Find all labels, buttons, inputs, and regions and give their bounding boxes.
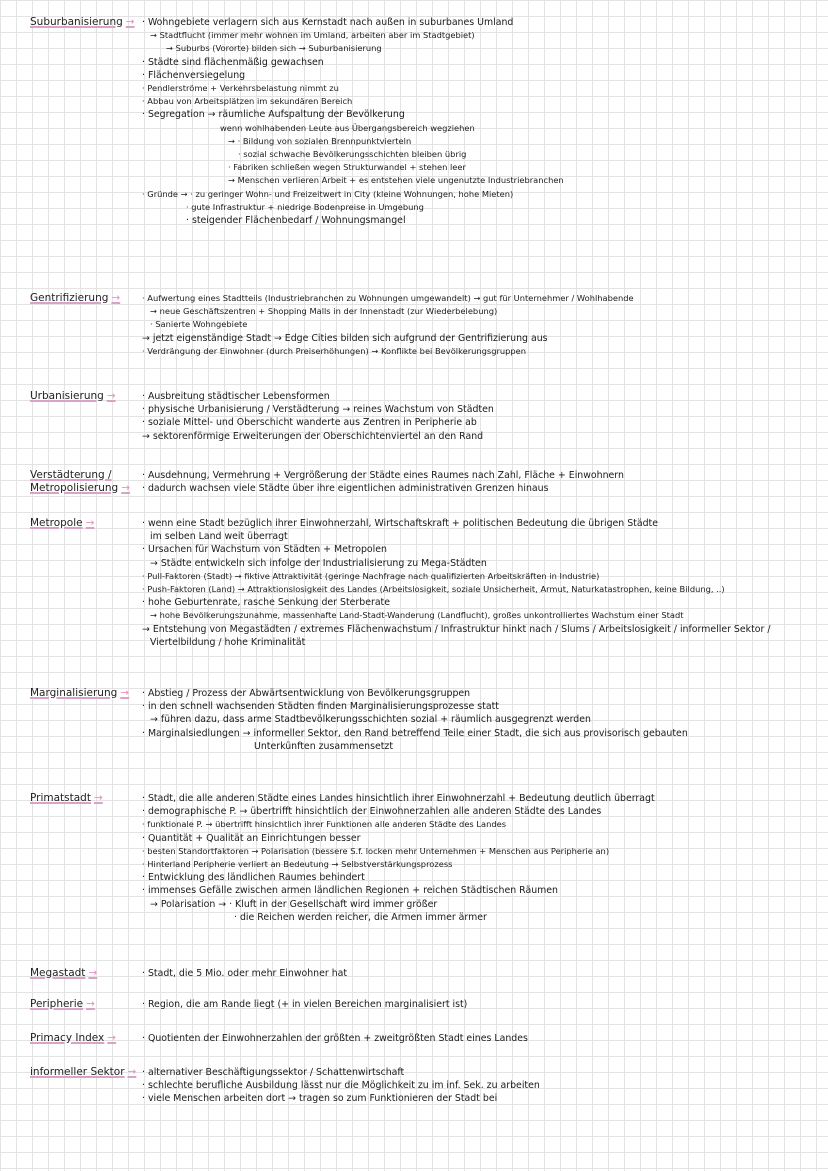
note-line: · Gründe → · zu geringer Wohn- und Freizeitwert in City (kleine Wohnungen, hohe Mieten): [142, 188, 514, 199]
term-label: Marginalisierung →: [30, 687, 130, 699]
section-body: [142, 967, 814, 980]
section-body: [142, 517, 814, 649]
term-label: Primatstadt →: [30, 792, 103, 804]
note-line: · demographische P. → übertrifft hinsichtlich der Einwohnerzahlen alle anderen Städte des Landes: [142, 806, 602, 818]
note-line: · Stadt, die 5 Mio. oder mehr Einwohner hat: [142, 968, 348, 979]
term-label: Suburbanisierung →: [30, 16, 135, 28]
note-line: · Segregation → räumliche Aufspaltung der Bevölkerung: [142, 109, 405, 121]
term-label: Primacy Index →: [30, 1032, 117, 1044]
note-line: · Wohngebiete verlagern sich aus Kernstadt nach außen in suburbanes Umland: [142, 17, 514, 28]
section-body: [142, 792, 814, 924]
term-label: Gentrifizierung →: [30, 292, 121, 304]
note-line: · Region, die am Rande liegt (+ in vielen Bereichen marginalisiert ist): [142, 999, 468, 1010]
note-line: → jetzt eigenständige Stadt → Edge Cities bilden sich aufgrund der Gentrifizierung aus: [142, 332, 548, 344]
note-line: · Ausbreitung städtischer Lebensformen: [142, 391, 330, 402]
note-line: Unterkünften zusammensetzt: [254, 740, 394, 752]
note-line: · Push-Faktoren (Land) → Attraktionslosigkeit des Landes (Arbeitslosigkeit, soziale Unsicherheit, Armut, Naturkatastrophen, keine Bildung, ..): [142, 584, 725, 595]
note-line: · in den schnell wachsenden Städten finden Marginalisierungsprozesse statt: [142, 701, 499, 713]
note-line: → führen dazu, dass arme Stadtbevölkerungsschichten sozial + räumlich ausgegrenzt werden: [150, 714, 591, 726]
note-line: · Städte sind flächenmäßig gewachsen: [142, 56, 324, 68]
section-body: [142, 1032, 814, 1045]
term-label: Verstädterung / Metropolisierung →: [30, 469, 131, 494]
note-line: · Quantität + Qualität an Einrichtungen besser: [142, 832, 361, 844]
note-line: · Stadt, die alle anderen Städte eines Landes hinsichtlich ihrer Einwohnerzahl + Bedeutung deutlich überragt: [142, 793, 655, 804]
note-line: · dadurch wachsen viele Städte über ihre eigentlichen administrativen Grenzen hinaus: [142, 483, 549, 495]
note-line: · Quotienten der Einwohnerzahlen der größten + zweitgrößten Stadt eines Landes: [142, 1033, 528, 1044]
section-body: [142, 1066, 814, 1106]
note-line: · Ausdehnung, Vermehrung + Vergrößerung der Städte eines Raumes nach Zahl, Fläche + Einwohnern: [142, 470, 624, 481]
note-line: Viertelbildung / hohe Kriminalität: [150, 636, 306, 648]
note-line: · schlechte berufliche Ausbildung lässt nur die Möglichkeit zu im inf. Sek. zu arbeiten: [142, 1080, 540, 1092]
note-line: → Suburbs (Vororte) bilden sich → Suburbanisierung: [166, 43, 382, 54]
note-line: · immenses Gefälle zwischen armen ländlichen Regionen + reichen Städtischen Räumen: [142, 885, 558, 897]
note-line: · Entwicklung des ländlichen Raumes behindert: [142, 872, 365, 884]
section-body: [142, 469, 814, 495]
note-line: im selben Land weit überragt: [150, 531, 288, 543]
term-label: Metropole →: [30, 517, 95, 529]
note-line: · Pull-Faktoren (Stadt) → fiktive Attraktivität (geringe Nachfrage nach qualifizierten Arbeitskräften in Industrie): [142, 570, 600, 581]
note-line: · Pendlerströme + Verkehrsbelastung nimmt zu: [142, 83, 339, 94]
note-line: · sozial schwache Bevölkerungsschichten bleiben übrig: [238, 149, 467, 160]
note-line: → Entstehung von Megastädten / extremes Flächenwachstum / Infrastruktur hinkt nach / Slums / Arbeitslosigkeit / informeller Sektor /: [142, 623, 771, 635]
note-line: · alternativer Beschäftigungssektor / Schattenwirtschaft: [142, 1067, 405, 1078]
note-line: → sektorenförmige Erweiterungen der Oberschichtenviertel an den Rand: [142, 430, 484, 442]
note-line: · physische Urbanisierung / Verstädterung → reines Wachstum von Städten: [142, 404, 494, 416]
note-line: → hohe Bevölkerungszunahme, massenhafte Land-Stadt-Wanderung (Landflucht), großes unkontrolliertes Wachstum einer Stadt: [150, 610, 684, 621]
note-line: → · Bildung von sozialen Brennpunktvierteln: [228, 135, 412, 146]
section-body: [142, 998, 814, 1011]
note-line: · Abbau von Arbeitsplätzen im sekundären Bereich: [142, 96, 353, 107]
note-line: → Städte entwickeln sich infolge der Industrialisierung zu Mega-Städten: [150, 557, 487, 569]
note-line: · Aufwertung eines Stadtteils (Industriebranchen zu Wohnungen umgewandelt) → gut für Unternehmer / Wohlhabende: [142, 293, 634, 303]
note-line: wenn wohlhabenden Leute aus Übergangsbereich wegziehen: [220, 122, 475, 133]
section-body: [142, 390, 814, 443]
note-line: · soziale Mittel- und Oberschicht wanderte aus Zentren in Peripherie ab: [142, 417, 477, 429]
note-line: · Verdrängung der Einwohner (durch Preiserhöhungen) → Konflikte bei Bevölkerungsgruppen: [142, 345, 527, 356]
note-line: · viele Menschen arbeiten dort → tragen so zum Funktionieren der Stadt bei: [142, 1093, 498, 1105]
note-line: → Stadtflucht (immer mehr wohnen im Umland, arbeiten aber im Stadtgebiet): [150, 30, 475, 41]
term-label: informeller Sektor →: [30, 1066, 137, 1078]
note-line: → Menschen verlieren Arbeit + es entstehen viele ungenutzte Industriebranchen: [228, 175, 564, 186]
note-line: · funktionale P. → übertrifft hinsichtlich ihrer Funktionen alle anderen Städte des Landes: [142, 819, 507, 830]
section-body: [142, 16, 814, 227]
note-line: · besten Standortfaktoren → Polarisation (bessere S.f. locken mehr Unternehmen + Menschen aus Peripherie an): [142, 845, 610, 856]
note-line: · Flächenversiegelung: [142, 69, 246, 81]
note-line: · Ursachen für Wachstum von Städten + Metropolen: [142, 544, 387, 556]
section-body: [142, 292, 814, 358]
note-line: · hohe Geburtenrate, rasche Senkung der Sterberate: [142, 597, 391, 609]
note-line: · Sanierte Wohngebiete: [150, 319, 248, 330]
note-line: · gute Infrastruktur + niedrige Bodenpreise in Umgebung: [186, 201, 424, 212]
note-line: · Marginalsiedlungen → informeller Sektor, den Rand betreffend Teile einer Stadt, die sich aus provisorisch gebauten: [142, 727, 688, 739]
note-line: · Abstieg / Prozess der Abwärtsentwicklung von Bevölkerungsgruppen: [142, 688, 471, 699]
term-label: Megastadt →: [30, 967, 98, 979]
section-body: [142, 687, 814, 753]
note-line: · steigender Flächenbedarf / Wohnungsmangel: [186, 215, 406, 227]
note-line: → Polarisation → · Kluft in der Gesellschaft wird immer größer: [150, 898, 438, 910]
note-line: → neue Geschäftszentren + Shopping Malls in der Innenstadt (zur Wiederbelebung): [150, 306, 498, 317]
note-line: · die Reichen werden reicher, die Armen immer ärmer: [234, 911, 487, 923]
term-label: Peripherie →: [30, 998, 95, 1010]
term-label: Urbanisierung →: [30, 390, 116, 402]
note-line: · Fabriken schließen wegen Strukturwandel + stehen leer: [228, 162, 466, 173]
note-line: · wenn eine Stadt bezüglich ihrer Einwohnerzahl, Wirtschaftskraft + politischen Bedeutung die übrigen Städte: [142, 518, 658, 529]
note-line: · Hinterland Peripherie verliert an Bedeutung → Selbstverstärkungsprozess: [142, 859, 453, 870]
